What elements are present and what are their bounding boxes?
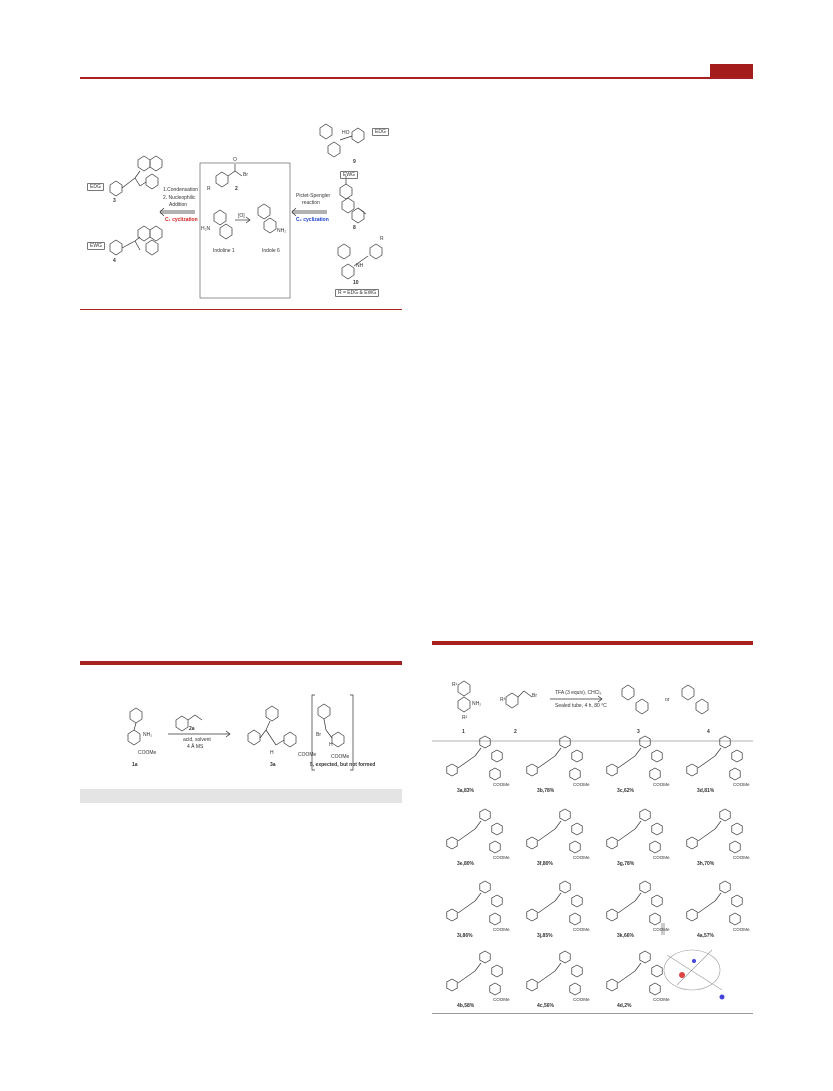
- structure-3f: [527, 809, 582, 853]
- yield-label-3a: 3a,83%: [457, 788, 474, 794]
- coome-label-5: COOMe: [331, 754, 350, 760]
- yield-label-3i: 3i,86%: [457, 933, 473, 939]
- arrow-text-addition: Addition: [169, 202, 188, 208]
- indoline-label: Indoline 1: [213, 248, 235, 254]
- reagent-2a-label: 2a: [189, 726, 195, 732]
- c1-cyclization-label: C₁ cyclization: [165, 217, 198, 223]
- yield-label-4d: 4d,2%: [617, 1003, 632, 1009]
- compound-4-label: 4: [113, 258, 116, 264]
- yield-label-4c: 4c,56%: [537, 1003, 554, 1009]
- c2-cyclization-label: C₂ cyclization: [296, 217, 329, 223]
- yield-label-3j: 3j,85%: [537, 933, 553, 939]
- reactant-2-label: 2: [514, 729, 517, 735]
- coome-label-4c: COOMe: [573, 997, 590, 1002]
- r-definition-tag: R = EDG & EWG: [335, 289, 379, 297]
- scheme-2-drawing: [80, 690, 402, 785]
- yield-label-3c: 3c,62%: [617, 788, 634, 794]
- coome-label-3c: COOMe: [653, 782, 670, 787]
- structure-4c: [527, 951, 582, 995]
- structure-3k: [607, 881, 662, 925]
- conditions-line-2: Sealed tube, 4 h, 80 °C: [555, 703, 607, 709]
- structure-4d: [607, 951, 662, 995]
- structure-3e: [447, 809, 502, 853]
- compound-3-label: 3: [113, 198, 116, 204]
- yield-label-3g: 3g,78%: [617, 861, 635, 867]
- coome-label-3a: COOMe: [298, 752, 317, 758]
- ewg-tag-left: EWG: [87, 242, 105, 250]
- r1-label-reactant: R¹: [452, 682, 458, 688]
- scheme-3-bottom-rule: [432, 1013, 753, 1014]
- yield-label-4b: 4b,58%: [457, 1003, 475, 1009]
- reaction-label: reaction: [302, 200, 320, 206]
- header-rule: [80, 77, 753, 79]
- yield-label-3h: 3h,70%: [697, 861, 715, 867]
- yield-label-3e: 3e,80%: [457, 861, 474, 867]
- h-label-5: H: [329, 742, 333, 748]
- pictet-spengler-label: Pictet-Spengler: [296, 193, 331, 199]
- condition-acid-solvent: acid, solvent: [183, 737, 211, 743]
- structure-3g: [607, 809, 662, 853]
- coome-label-3h: COOMe: [733, 855, 750, 860]
- compound-9-label: 9: [353, 159, 356, 165]
- scheme-2-top-rule: [80, 661, 402, 665]
- structure-3h: [687, 809, 742, 853]
- compound-10-label: 10: [353, 280, 359, 286]
- product-3-label: 3: [637, 729, 640, 735]
- yield-label-3b: 3b,78%: [537, 788, 555, 794]
- arrow-text-condensation: 1.Condensation: [163, 187, 199, 193]
- coome-label-3g: COOMe: [653, 855, 670, 860]
- coome-label-3f: COOMe: [573, 855, 590, 860]
- br-label-reactant: Br: [532, 693, 537, 699]
- coome-label-3e: COOMe: [493, 855, 510, 860]
- coome-label-3b: COOMe: [573, 782, 590, 787]
- coome-label-3d: COOMe: [733, 782, 750, 787]
- coome-label-3j: COOMe: [573, 927, 590, 932]
- br-label: Br: [243, 172, 248, 178]
- edg-tag-left: EDG: [87, 183, 104, 191]
- compound-5-label: 5, expected, but not formed: [310, 762, 376, 768]
- nh2-label-1a: NH₂: [143, 732, 153, 738]
- yield-label-3d: 3d,81%: [697, 788, 715, 794]
- scheme-2: [80, 690, 402, 785]
- coome-label-1a: COOMe: [138, 750, 157, 756]
- h2n-label: H₂N: [201, 226, 211, 232]
- ho-label: HO: [342, 130, 350, 136]
- scheme-3-drawing: [432, 675, 753, 1015]
- coome-label-3i: COOMe: [493, 927, 510, 932]
- o-label: O: [233, 157, 237, 163]
- coome-label-4b: COOMe: [493, 997, 510, 1002]
- yield-label-3f: 3f,80%: [537, 861, 553, 867]
- coome-label-3k: COOMe: [653, 927, 670, 932]
- coome-label-4d: COOMe: [653, 997, 670, 1002]
- yield-label-4a: 4a,57%: [697, 933, 714, 939]
- structure-3b: [527, 736, 582, 780]
- structure-4a: [687, 881, 742, 925]
- r-label-right: R: [380, 236, 384, 242]
- coome-label-4a: COOMe: [733, 927, 750, 932]
- page-tab: [710, 64, 753, 77]
- r-label-center: R: [207, 186, 211, 192]
- r3-label-reactant: R³: [500, 697, 506, 703]
- compound-2-label: 2: [235, 186, 238, 192]
- condition-molecular-sieves: 4 Å MS: [187, 744, 204, 750]
- table-header-bar: [80, 789, 402, 803]
- structure-3d: [687, 736, 742, 780]
- scheme-1-bottom-rule: [80, 309, 402, 310]
- h-label-3a: H: [270, 750, 274, 756]
- structure-3i: [447, 881, 502, 925]
- coome-label-3a: COOMe: [493, 782, 510, 787]
- indole-label: Indole 6: [262, 248, 280, 254]
- reactant-1-label: 1: [462, 729, 465, 735]
- compound-3a-label: 3a: [270, 762, 276, 768]
- arrow-text-nucleophilic: 2. Nucleophilic: [163, 195, 196, 201]
- scheme-1: [80, 118, 402, 308]
- structure-3j: [527, 881, 582, 925]
- structure-4b: [447, 951, 502, 995]
- br-label-5: Br: [316, 732, 321, 738]
- nh-label: NH: [356, 263, 364, 269]
- r2-label-reactant: R²: [462, 715, 468, 721]
- ewg-tag-right: EWG: [340, 171, 358, 179]
- structure-3c: [607, 736, 662, 780]
- oxidation-label: [O]: [238, 213, 245, 219]
- structure-3a: [447, 736, 502, 780]
- compound-1a-label: 1a: [132, 762, 138, 768]
- nh2-label: NH₂: [277, 228, 287, 234]
- compound-8-label: 8: [353, 225, 356, 231]
- nh2-label-reactant: NH₂: [472, 701, 482, 707]
- or-label: or: [665, 697, 670, 703]
- scheme-3: [432, 675, 753, 1015]
- edg-tag-right: EDG: [372, 128, 389, 136]
- scheme-3-top-rule: [432, 641, 753, 645]
- yield-label-3k: 3k,66%: [617, 933, 634, 939]
- product-4-label: 4: [707, 729, 710, 735]
- conditions-line-1: TFA (3 equiv), CHCl₃: [555, 690, 602, 696]
